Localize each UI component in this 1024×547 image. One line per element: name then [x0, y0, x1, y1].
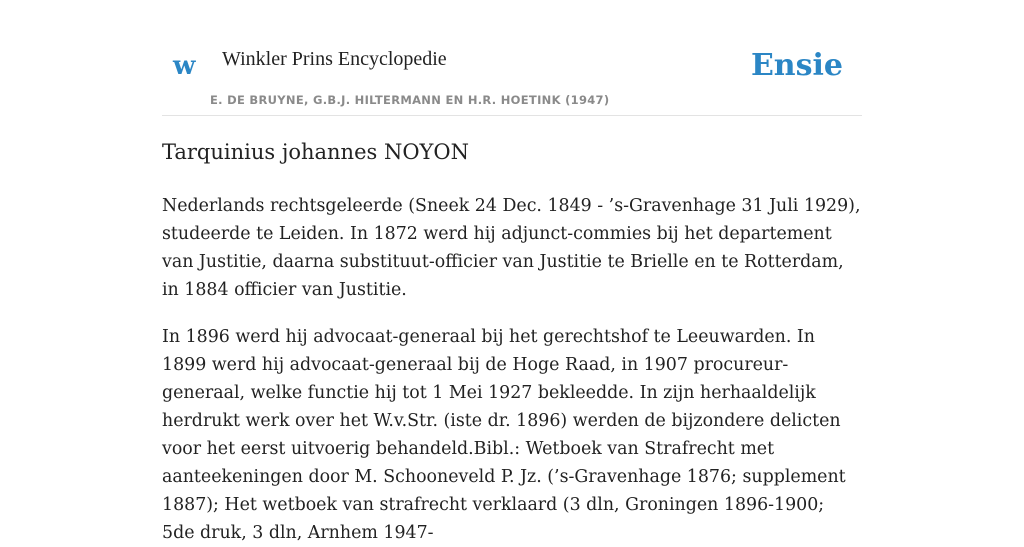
site-title[interactable]: Winkler Prins Encyclopedie [222, 48, 447, 70]
article-paragraph-1: Nederlands rechtsgeleerde (Sneek 24 Dec. 1849 - ’s-Gravenhage 31 Juli 1929), studeerde te Leiden. In 1872 werd hij adjunct-commies bij het departement van Justitie, daarna substituut-officier van Justitie te Brielle en te Rotterdam, in 1884 officier van Justitie. [162, 196, 861, 300]
page [162, 0, 862, 543]
authors-line: E. DE BRUYNE, G.B.J. HILTERMANN EN H.R. HOETINK (1947) [210, 93, 610, 107]
ensie-brand-link[interactable]: Ensie [750, 48, 843, 83]
article-title: Tarquinius johannes NOYON [162, 140, 470, 164]
site-header [162, 0, 862, 116]
article-paragraph-2: In 1896 werd hij advocaat-generaal bij het gerechtshof te Leeuwarden. In 1899 werd hij advocaat-generaal bij de Hoge Raad, in 1907 procureur-generaal, welke functie hij tot 1 Mei 1927 bekleedde. In zijn herhaaldelijk herdrukt werk over het W.v.Str. (iste dr. 1896) werden de bijzondere delicten voor het eerst uitvoerig behandeld.Bibl.: Wetboek van Strafrecht met aanteekeningen door M. Schooneveld P. Jz. (’s-Gravenhage 1876; supplement 1887); Het wetboek van strafrecht verklaard (3 dln, Groningen 1896-1900; 5de druk, 3 dln, Arnhem 1947- [162, 327, 846, 543]
winkler-prins-logo-icon[interactable]: w [173, 51, 196, 81]
